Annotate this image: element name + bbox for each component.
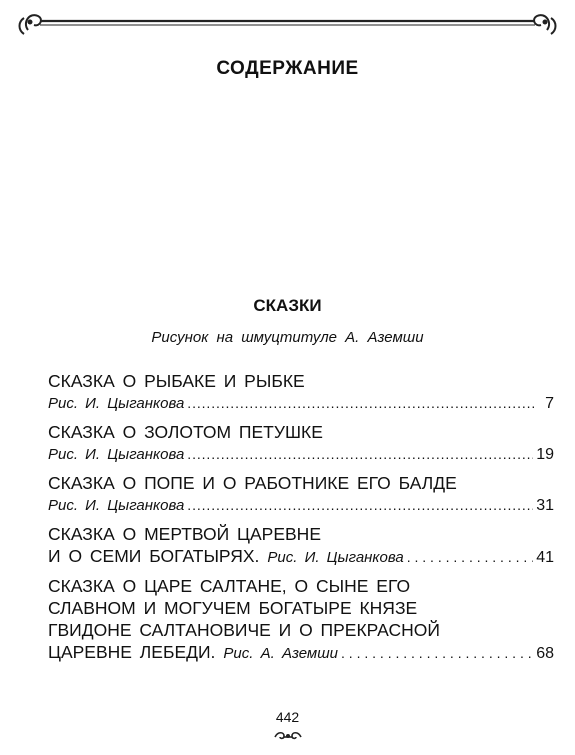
toc-entry[interactable] (48, 421, 554, 466)
entry-illustrator: Рис. И. Цыганкова (48, 395, 185, 412)
entry-page: 68 (536, 645, 554, 662)
entry-illustrator-line (48, 443, 554, 466)
dot-leader (341, 642, 533, 664)
entry-title: СКАЗКА О ЦАРЕ САЛТАНЕ, О СЫНЕ ЕГО (48, 576, 411, 596)
section-heading: СКАЗКИ (253, 296, 322, 315)
entry-title: СКАЗКА О РЫБАКЕ И РЫБКЕ (48, 371, 305, 391)
entry-illustrator-line (48, 641, 554, 665)
dot-leader (187, 443, 533, 465)
entry-illustrator: Рис. А. Аземши (223, 645, 339, 662)
entry-illustrator: Рис. И. Цыганкова (267, 549, 404, 566)
entry-page: 31 (536, 497, 554, 514)
entry-title: СЛАВНОМ И МОГУЧЕМ БОГАТЫРЕ КНЯЗЕ (48, 598, 418, 618)
toc-entry[interactable] (48, 575, 554, 665)
entry-title: СКАЗКА О ПОПЕ И О РАБОТНИКЕ ЕГО БАЛДЕ (48, 473, 457, 493)
footer-ornament (272, 728, 304, 744)
toc-entry[interactable] (48, 523, 554, 569)
toc-entry[interactable] (48, 370, 554, 415)
page-title: СОДЕРЖАНИЕ (216, 58, 359, 79)
entry-page: 19 (536, 446, 554, 463)
header-ornament (0, 0, 575, 40)
dot-leader (187, 392, 537, 414)
entry-title: ГВИДОНЕ САЛТАНОВИЧЕ И О ПРЕКРАСНОЙ (48, 620, 440, 640)
entry-illustrator-line (48, 545, 554, 569)
entry-title-last-line: ЦАРЕВНЕ ЛЕБЕДИ. (48, 642, 216, 662)
entry-page: 7 (545, 395, 554, 412)
dot-leader (407, 546, 534, 568)
entry-illustrator: Рис. И. Цыганкова (48, 446, 185, 463)
entry-illustrator: Рис. И. Цыганкова (48, 497, 185, 514)
entry-page: 41 (536, 549, 554, 566)
table-of-contents (48, 370, 554, 671)
entry-title: СКАЗКА О МЕРТВОЙ ЦАРЕВНЕ (48, 524, 321, 544)
toc-entry[interactable] (48, 472, 554, 517)
dot-leader (187, 494, 533, 516)
page-number: 442 (275, 709, 300, 725)
entry-title-last-line: И О СЕМИ БОГАТЫРЯХ. (48, 546, 260, 566)
entry-title: СКАЗКА О ЗОЛОТОМ ПЕТУШКЕ (48, 422, 323, 442)
entry-illustrator-line (48, 494, 554, 517)
entry-illustrator-line (48, 392, 554, 415)
section-subtitle: Рисунок на шмуцтитуле А. Аземши (151, 329, 424, 346)
